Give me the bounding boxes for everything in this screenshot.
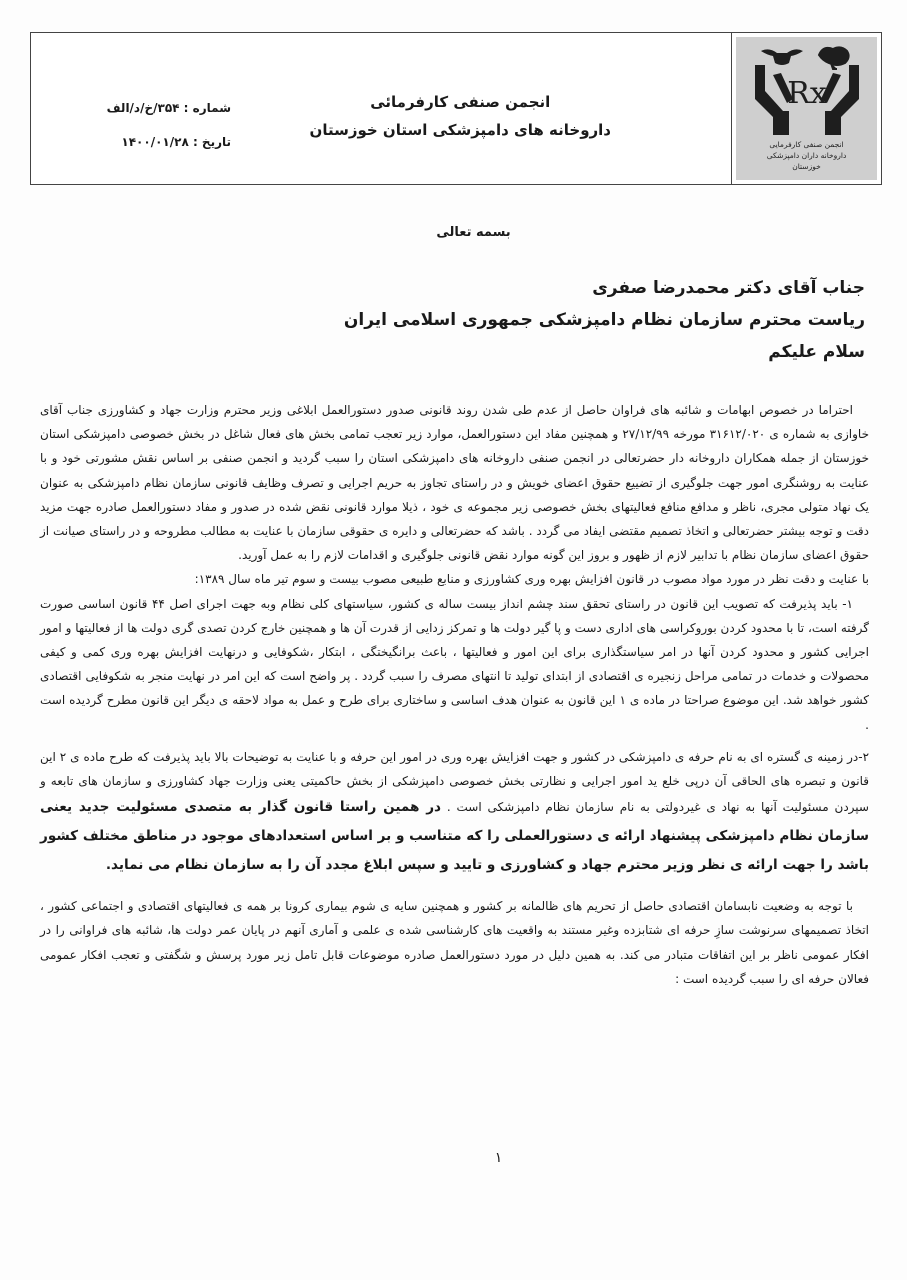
organization-name (310, 88, 611, 144)
letterhead (30, 32, 882, 185)
item-2-emphasis: در همین راستا قانون گذار به متصدی مسئولیت جدید یعنی سازمان نظام دامپزشکی پیشنهاد ارائه ی دستورالعملی را که متناسب و بر اساس استعدادهای موجود در مناطق مختلف کشور باشد را جهت ارائه ی نظر وزیر محترم جهاد و کشاورزی و تایید و سپس ابلاغ مجدد آن را به سازمان نظام می نماید. (40, 799, 869, 874)
page-number: ۱ (494, 1150, 503, 1166)
paragraph-item-1: ۱- باید پذیرفت که تصویب این قانون در راستای تحقق سند چشم انداز بیست ساله ی کشور، سیاستهای کلی نظام وبه جهت اجرای اصل ۴۴ قانون اساسی صورت گرفته است، تا با محدود کردن بوروکراسی های اداری دست و پا گیر دولت ها و تمرکز زدایی از قدرت آن ها و همچنین خارج کردن تصدی گری دولت ها از فعالیتها و امور اجرایی کشور و محدود کردن آنها در امر سیاستگذاری برای این امور و فعالیتها ، باعث برانگیختگی ، ابتکار ،شکوفایی و درنهایت افزایش بهره وری کمی و کیفی محصولات و خدمات در تمامی مراحل زنجیره ی اقتصادی از ابتدای تولید تا انتهای مصرف را سبب گردد . پر واضح است که این امر در نهایت منجر به شکوفایی اقتصادی کشور خواهد شد. این موضوع صراحتا در ماده ی ۱ این قانون به عنوان هدف اساسی و ساختاری برای طرح و عمل به مواد لاحقه ی دیگر این قانون مطرح گردیده است . (40, 596, 869, 732)
rx-hands-icon (747, 41, 867, 137)
rx-symbol: Rx (786, 76, 827, 111)
reference-block (81, 91, 231, 159)
paragraph-intro: احتراما در خصوص ابهامات و شائبه های فراوان حاصل از عدم طی شدن روند قانونی صدور دستورالعمل ابلاغی وزیر محترم وزارت جهاد و کشاورزی جناب آقای خاوازی به شماره ی ۳۱۶۱۲/۰۲۰ مورخه ۲۷/۱۲/۹۹ و همچنین مفاد این دستورالعمل، موارد زیر تعجب تمامی بخش های فعال شاغل در بخش خصوصی دامپزشکی استان خوزستان از جمله همکاران داروخانه دار حضرتعالی در انجمن صنفی داروخانه های دامپزشکی استان را سبب گردید و انجمن صنفی بر اساس نقش مشورتی خود و با عنایت به روشنگری امور جهت جلوگیری از تضییع حقوق اعضای خویش و در راستای تجاوز به حریم اجرایی و تصرف وظایف قانونی سازمان نظام دامپزشکی به عنوان یک نهاد متولی مجری، ناظر و مدافع منافع فعالیتهای بخش خصوصی زیر مجموعه ی خود ، ذیلا موارد قانونی نقض شده در صدور و مفاد دستورالعمل صادره جهت مزید دقت و توجه بیشتر حضرتعالی و اتخاذ تصمیم مقتضی ایفاد می گردد . باشد که حضرتعالی و دایره ی حقوقی سازمان با عنایت به مطالب مطروحه و در راستای صیانت از حقوق اعضای سازمان نظام با تدابیر لازم از ظهور و بروز این گونه موارد نقض قانونی جلوگیری و اقدامات لازم را به عمل آورید. (40, 403, 870, 563)
addressee-title: ریاست محترم سازمان نظام دامپزشکی جمهوری اسلامی ایران (343, 310, 865, 330)
org-line-1: انجمن صنفی کارفرمائی (370, 93, 551, 111)
bismillah: بسمه تعالی (436, 225, 511, 240)
addressee (344, 272, 865, 368)
logo-caption: انجمن صنفی کارفرمایی داروخانه داران دامپزشکی خوزستان (766, 140, 847, 171)
item-2-text: ۲-در زمینه ی گستره ای به نام حرفه ی دامپزشکی در کشور و جهت افزایش بهره وری در امور این حرفه و با عنایت به توضیحات بالا باید پذیرفت که طرح ماده ی ۲ این قانون و تبصره های الحاقی آن درپی خلع ید امور اجرایی و نظارتی بخش خصوصی دامپزشکی از بخش حاکمیتی یعنی وزارت جهاد کشاورزی و سازمان های تابعه و سپردن مسئولیت آنها به نهاد ی غیردولتی به نام سازمان نظام دامپزشکی است . (40, 749, 870, 815)
greeting: سلام علیکم (768, 342, 865, 362)
letter-body (40, 398, 869, 991)
bull-head-icon (761, 49, 803, 65)
letter-date: تاریخ : ۱۴۰۰/۰۱/۲۸ (121, 135, 231, 149)
logo-cell (731, 33, 881, 184)
association-logo (736, 37, 877, 180)
paragraph-economic-situation: با توجه به وضعیت نابسامان اقتصادی حاصل از تحریم های ظالمانه بر کشور و همچنین سایه ی شوم بیماری کرونا بر همه ی فعالیتهای اقتصادی و اجتماعی کشور ، اتخاذ تصمیمهای سرنوشت سازِ حرفه ای شتابزده وغیر مستند به واقعیت های کارشناسی شده ی علمی و آماری آنهم در پایان عمر دولت ها، شائبه های فراوانی را در افکار عمومی ناظر بر این اتفاقات متبادر می کند. به همین دلیل در مورد دستورالعمل صادره موضوعات قابل تامل زیر مورد پرسش و شگفتی و تعجب افکار عمومی فعالان حرفه ای را سبب گردیده است : (40, 899, 869, 986)
addressee-name: جناب آقای دکتر محمدرضا صفری (592, 278, 865, 298)
letter-number: شماره : ۳۵۴/خ/د/الف (106, 101, 231, 115)
paragraph-item-2 (40, 745, 869, 880)
rooster-icon (819, 47, 849, 69)
paragraph-law-reference: با عنایت و دقت نظر در مورد مواد مصوب در قانون افزایش بهره وری کشاورزی و منابع طبیعی مصوب بیست و سوم تیر ماه سال ۱۳۸۹: (194, 572, 869, 587)
org-line-2: داروخانه های دامپزشکی استان خوزستان (309, 121, 611, 139)
